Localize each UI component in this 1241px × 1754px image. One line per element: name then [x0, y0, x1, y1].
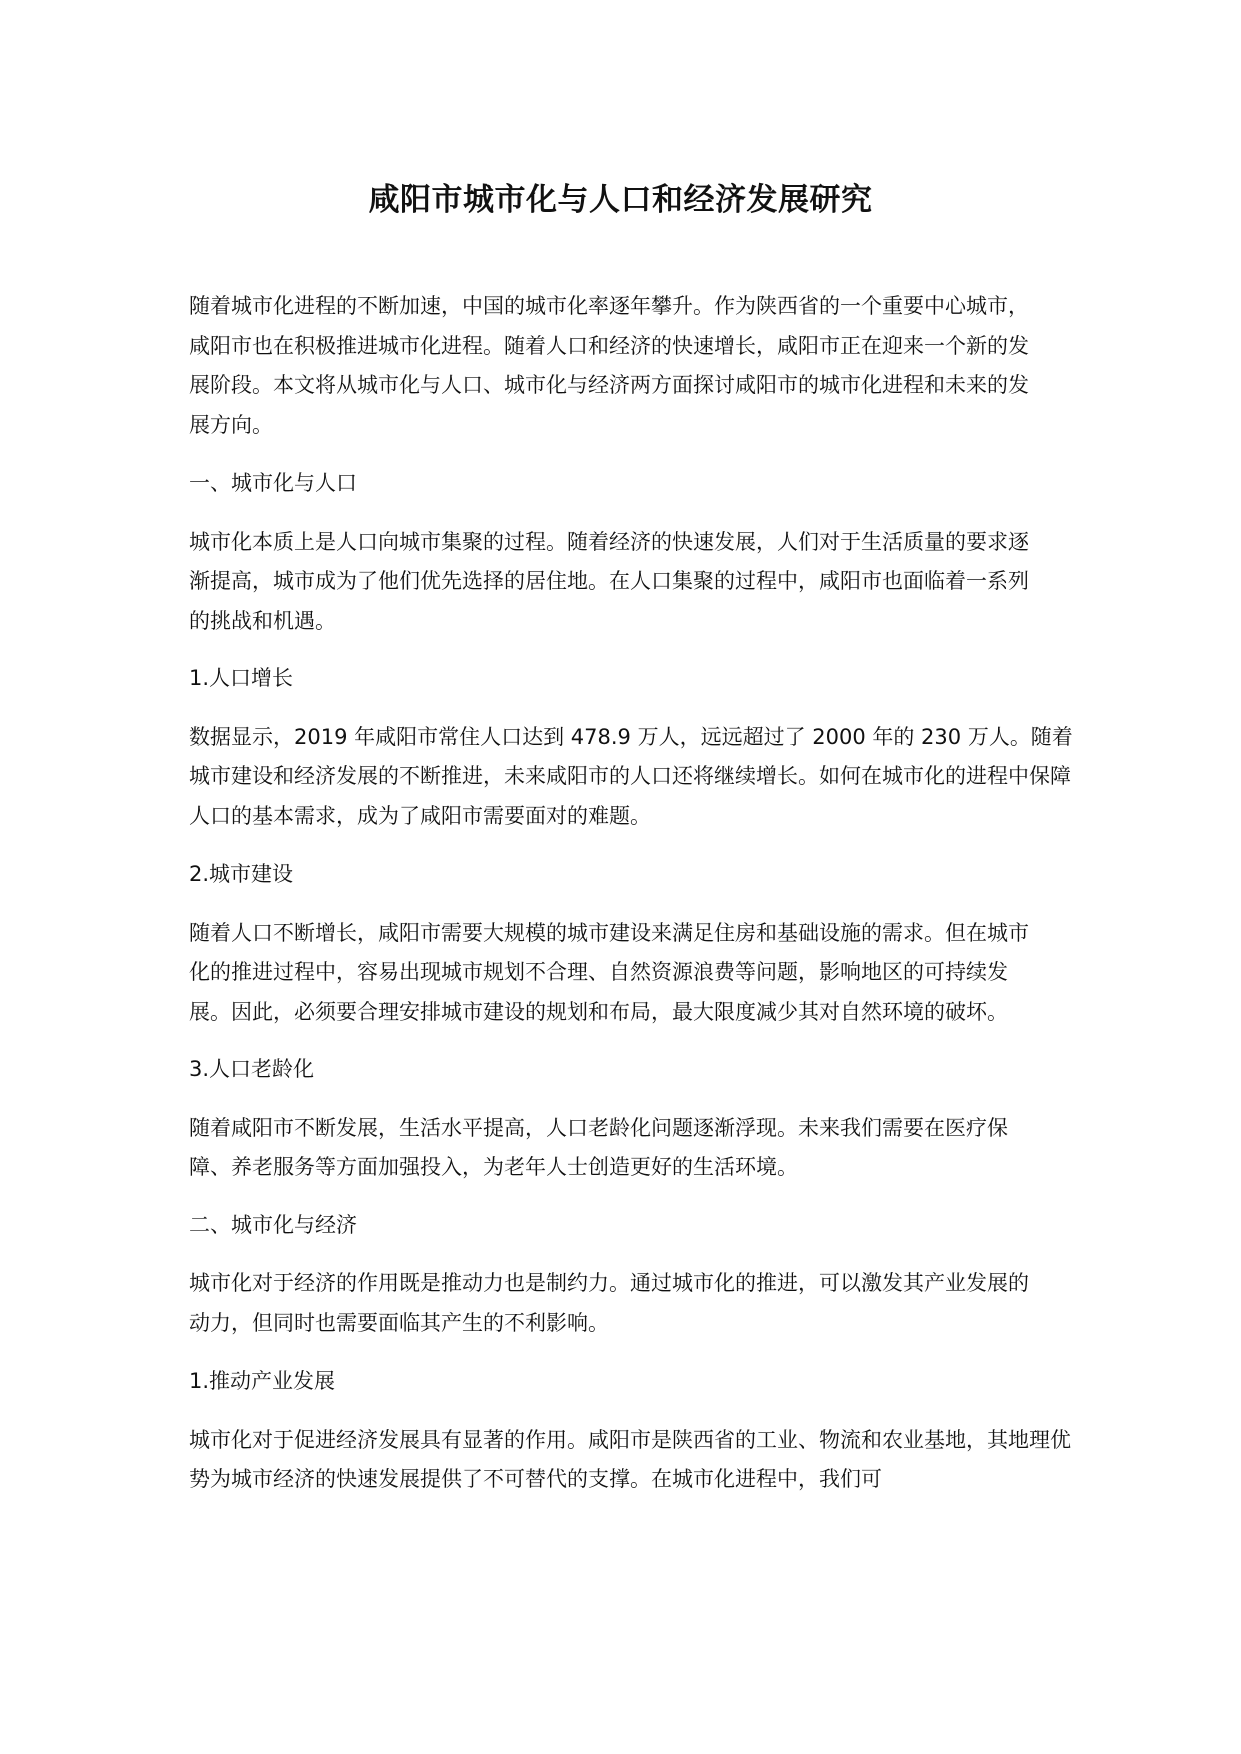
- document-body: [189, 287, 1079, 1500]
- section-2-heading: 二、城市化与经济: [189, 1212, 357, 1237]
- document-title: 咸阳市城市化与人口和经济发展研究: [368, 182, 873, 218]
- section-1-1-heading: 1.人口增长: [189, 666, 294, 690]
- section-1-paragraph: 城市化本质上是人口向城市集聚的过程。随着经济的快速发展，人们对于生活质量的要求逐渐提高，城市成为了他们优先选择的居住地。在人口集聚的过程中，咸阳市也面临着一系列的挑战和机遇。: [189, 529, 1029, 633]
- section-2-1-heading: 1.推动产业发展: [189, 1369, 336, 1393]
- section-2-paragraph: 城市化对于经济的作用既是推动力也是制约力。通过城市化的推进，可以激发其产业发展的动力，但同时也需要面临其产生的不利影响。: [189, 1271, 1029, 1335]
- section-1-1-paragraph: 数据显示，2019 年咸阳市常住人口达到 478.9 万人，远远超过了 2000 年的 230 万人。随着城市建设和经济发展的不断推进，未来咸阳市的人口还将继续增长。如何在城市化的进程中保障人口的基本需求，成为了咸阳市需要面对的难题。: [189, 724, 1073, 828]
- section-1-heading: 一、城市化与人口: [189, 471, 357, 495]
- intro-paragraph: 随着城市化进程的不断加速，中国的城市化率逐年攀升。作为陕西省的一个重要中心城市，咸阳市也在积极推进城市化进程。随着人口和经济的快速增长，咸阳市正在迎来一个新的发展阶段。本文将从城市化与人口、城市化与经济两方面探讨咸阳市的城市化进程和未来的发展方向。: [189, 294, 1029, 437]
- section-1-3-paragraph: 随着咸阳市不断发展，生活水平提高，人口老龄化问题逐渐浮现。未来我们需要在医疗保障、养老服务等方面加强投入，为老年人士创造更好的生活环境。: [189, 1115, 1008, 1179]
- section-1-2-paragraph: 随着人口不断增长，咸阳市需要大规模的城市建设来满足住房和基础设施的需求。但在城市化的推进过程中，容易出现城市规划不合理、自然资源浪费等问题，影响地区的可持续发展。因此，必须要合理安排城市建设的规划和布局，最大限度减少其对自然环境的破坏。: [189, 920, 1029, 1024]
- section-1-3-heading: 3.人口老龄化: [189, 1057, 315, 1081]
- section-1-2-heading: 2.城市建设: [189, 862, 294, 886]
- section-2-1-paragraph: 城市化对于促进经济发展具有显著的作用。咸阳市是陕西省的工业、物流和农业基地，其地理优势为城市经济的快速发展提供了不可替代的支撑。在城市化进程中，我们可: [189, 1427, 1071, 1491]
